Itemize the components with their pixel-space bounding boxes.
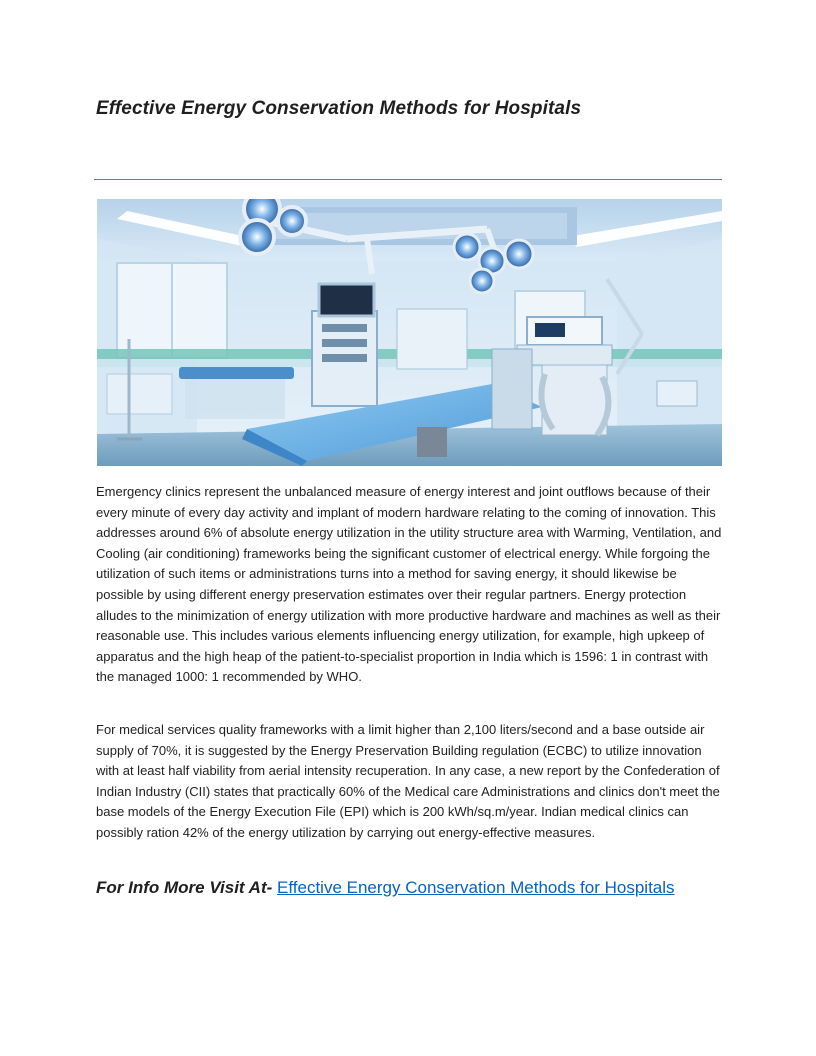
operating-room-photo bbox=[97, 199, 722, 466]
body-paragraph-2: For medical services quality frameworks with a limit higher than 2,100 liters/second and a base outside air supply of 70%, it is suggested by the Energy Preservation Building regulation (ECBC) to utilize innovation with at least half viability from aerial intensity recuperation. In any case, a new report by the Confederation of Indian Industry (CII) states that practically 60% of the Medical care Administrations and clinics don't meet the base models of the Energy Execution File (EPI) which is 200 kWh/sq.m/year. Indian medical clinics can possibly ration 42% of the energy utilization by carrying out energy-effective measures. bbox=[96, 722, 720, 840]
more-info-link[interactable]: Effective Energy Conservation Methods for Hospitals bbox=[277, 878, 675, 897]
page-title: Effective Energy Conservation Methods for Hospitals bbox=[96, 98, 582, 119]
title-divider bbox=[94, 179, 722, 180]
more-info-line bbox=[96, 878, 675, 898]
body-paragraph-1: Emergency clinics represent the unbalanced measure of energy interest and joint outflows because of their every minute of every day activity and implant of modern hardware relating to the coming of innovation. This addresses around 6% of absolute energy utilization in the utility structure area with Warming, Ventilation, and Cooling (air conditioning) frameworks being the significant customer of electrical energy. While forgoing the utilization of such items or administrations turns into a method for saving energy, it should likewise be possible by using different energy preservation estimates over their regular partners. Energy protection alludes to the minimization of energy utilization with more productive hardware and machines as well as their reasonable use. This includes various elements influencing energy utilization, for example, high upkeep of apparatus and the high heap of the patient-to-specialist proportion in India which is 1596: 1 in contrast with the managed 1000: 1 recommended by WHO. bbox=[96, 484, 722, 685]
more-info-label: For Info More Visit At- bbox=[96, 878, 273, 897]
